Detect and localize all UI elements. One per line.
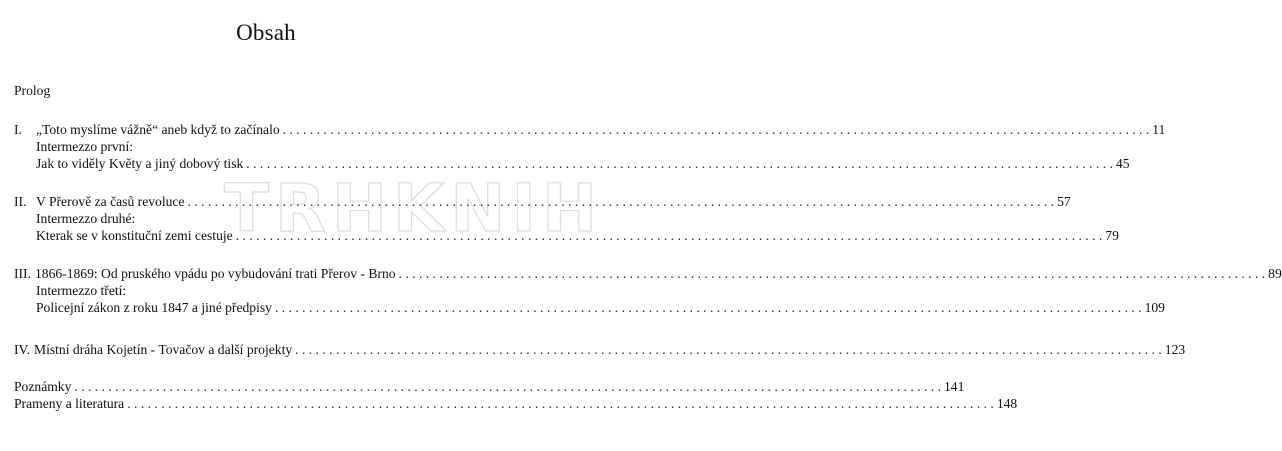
intermezzo-title: Policejní zákon z roku 1847 a jiné předpisy — [36, 300, 272, 315]
intermezzo-title: Kterak se v konstituční zemi cestuje — [36, 228, 233, 243]
intermezzo-heading-1: Intermezzo první: — [36, 139, 134, 154]
watermark: TRHKNIH — [224, 170, 604, 247]
entry-title: „Toto myslíme vážně“ aneb když to začínalo — [36, 122, 280, 137]
intermezzo-page: 109 — [1144, 300, 1165, 315]
dot-leader — [236, 228, 1103, 244]
entry-page: 57 — [1057, 194, 1071, 209]
dot-leader — [246, 156, 1113, 172]
intermezzo-page: 45 — [1115, 156, 1130, 171]
entry-page: 11 — [1152, 122, 1166, 137]
appendix-page: 141 — [944, 379, 965, 394]
dot-leader — [74, 379, 941, 395]
dot-leader — [187, 194, 1054, 210]
toc-appendix-notes — [14, 379, 965, 395]
entry-title: 1866-1869: Od pruského vpádu po vybudování trati Přerov - Brno — [34, 266, 396, 281]
entry-number: I. — [14, 122, 22, 137]
entry-number: IV. — [14, 342, 30, 357]
intermezzo-title: Jak to viděly Květy a jiný dobový tisk — [36, 156, 244, 171]
page-title: Obsah — [236, 20, 296, 45]
toc-entry-3 — [14, 266, 1282, 282]
entry-page: 89 — [1268, 266, 1282, 281]
toc-entry-4 — [14, 342, 1186, 358]
intermezzo-entry-2 — [36, 228, 1119, 244]
dot-leader — [295, 342, 1162, 358]
intermezzo-page: 79 — [1105, 228, 1119, 243]
dot-leader — [275, 300, 1142, 316]
entry-title: Místní dráha Kojetín - Tovačov a další projekty — [34, 342, 293, 357]
intermezzo-entry-1 — [36, 156, 1130, 172]
toc-entry-1 — [14, 122, 1166, 138]
entry-title: V Přerově za časů revoluce — [36, 194, 185, 209]
appendix-title: Poznámky — [14, 379, 72, 394]
entry-page: 123 — [1164, 342, 1186, 357]
prolog-entry: Prolog — [14, 83, 51, 98]
dot-leader — [399, 266, 1266, 282]
intermezzo-heading-2: Intermezzo druhé: — [36, 211, 136, 226]
entry-number: II. — [14, 194, 27, 209]
toc-entry-2 — [14, 194, 1071, 210]
appendix-page: 148 — [996, 396, 1018, 411]
dot-leader — [283, 122, 1150, 138]
intermezzo-heading-3: Intermezzo třetí: — [36, 283, 127, 298]
entry-number: III. — [14, 266, 31, 281]
intermezzo-entry-3 — [36, 300, 1165, 316]
toc-appendix-sources — [14, 396, 1018, 412]
appendix-title: Prameny a literatura — [14, 396, 125, 411]
dot-leader — [127, 396, 994, 412]
